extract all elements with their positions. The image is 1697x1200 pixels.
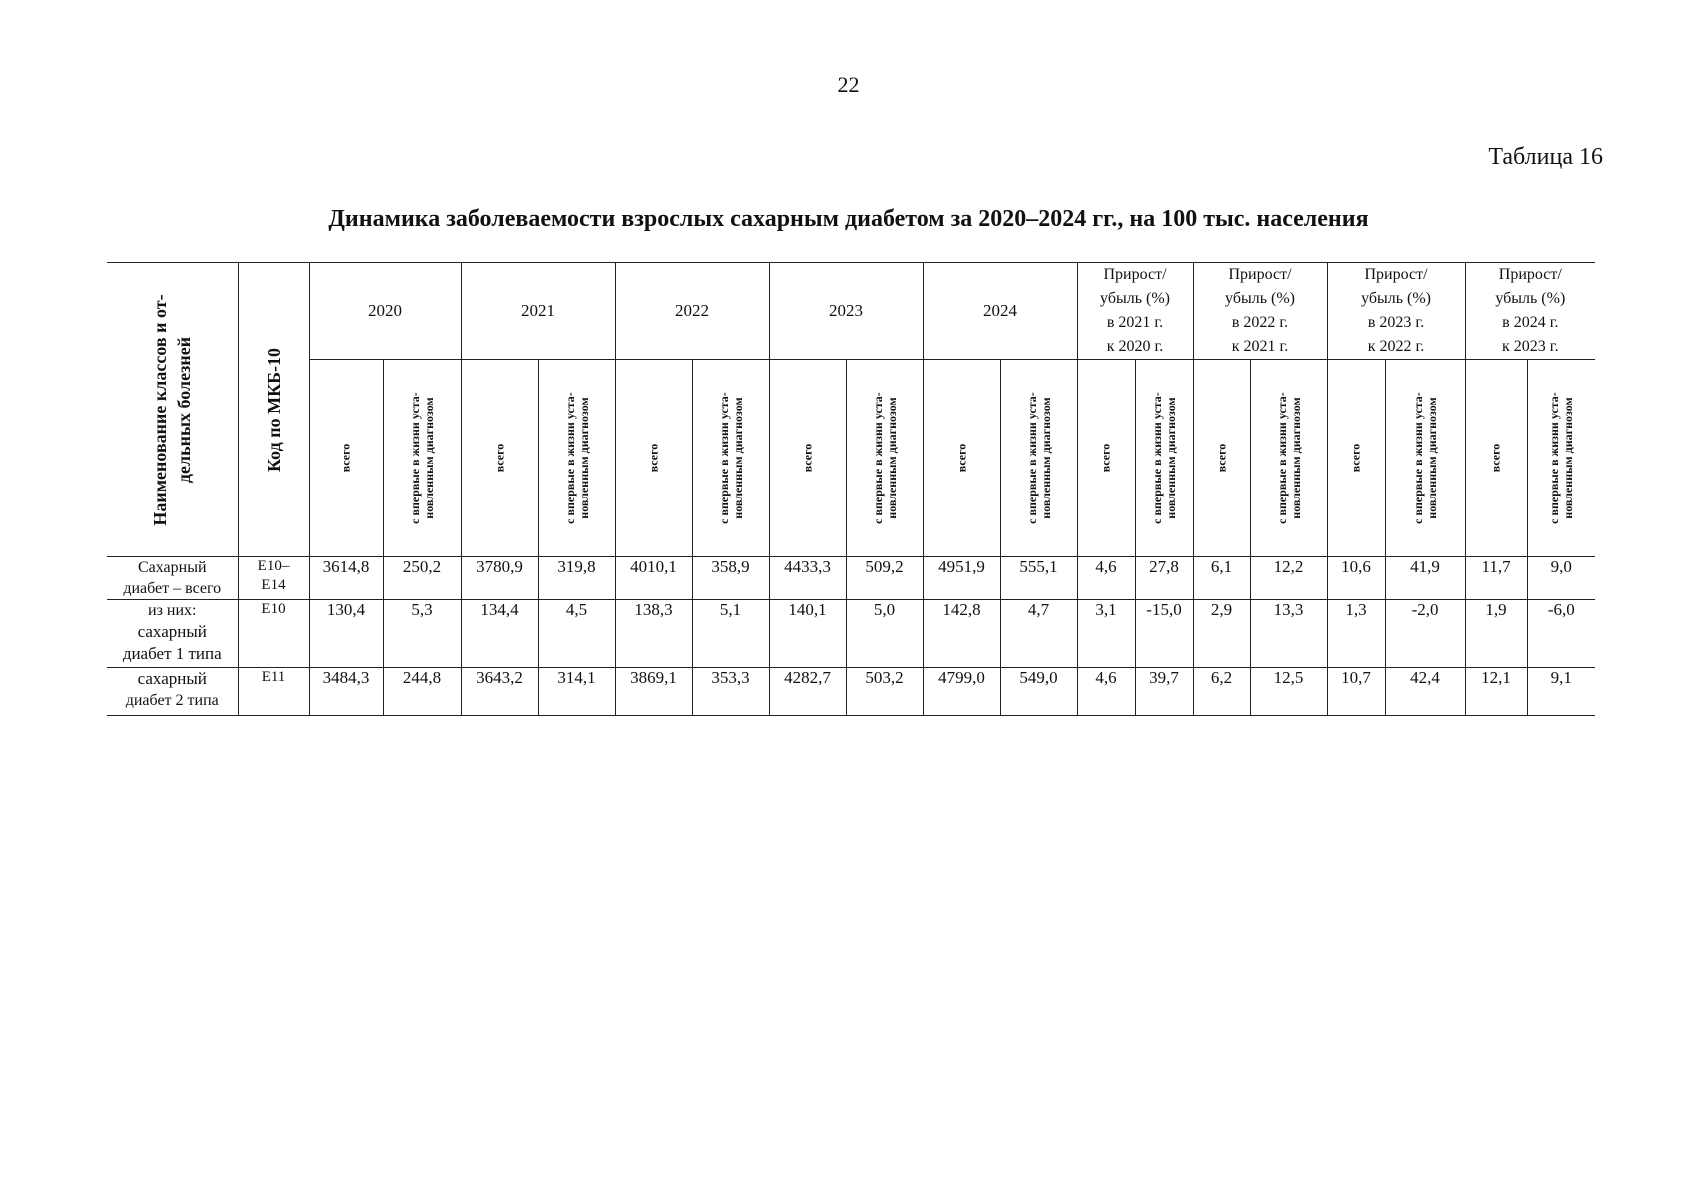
table-body [107,557,1595,716]
value-first-diagnosed-cell: 5,1 [692,600,769,668]
subheader-first-diagnosed: с впервые в жизни уста-новленным диагнозом [692,360,769,557]
value-first-diagnosed-cell: 555,1 [1000,557,1077,600]
icd-code-line: E10– [257,558,290,574]
value-total-cell: 1,3 [1327,600,1385,668]
value-total-cell: 2,9 [1193,600,1250,668]
disease-name-line: диабет 2 типа [125,692,219,709]
value-first-diagnosed-cell: 250,2 [383,557,461,600]
subheader-first-diagnosed: с впервые в жизни уста-новленным диагнозом [383,360,461,557]
year-2023-header: 2023 [769,263,923,360]
code-column-header: Код по МКБ-10 [238,263,309,557]
value-first-diagnosed-cell: 27,8 [1135,557,1193,600]
subheader-first-diagnosed: с впервые в жизни уста-новленным диагнозом [1527,360,1595,557]
growth-header: Прирост/ убыль (%) в 2024 г. к 2023 г. [1465,263,1595,360]
value-first-diagnosed-cell: 5,3 [383,600,461,668]
value-total-cell: 4010,1 [615,557,692,600]
value-total-cell: 4951,9 [923,557,1000,600]
value-first-diagnosed-cell: 5,0 [846,600,923,668]
value-first-diagnosed-cell: 9,0 [1527,557,1595,600]
subheader-first-diagnosed: с впервые в жизни уста-новленным диагнозом [1250,360,1327,557]
row-diabetes-type-1 [107,600,1595,668]
value-total-cell: 134,4 [461,600,538,668]
disease-name-line: диабет – всего [123,580,222,597]
page-number: 22 [837,72,860,97]
row-diabetes-type-2 [107,668,1595,716]
subheader-total: всего [1465,360,1527,557]
disease-name-line: диабет 1 типа [122,644,222,663]
value-total-cell: 3614,8 [309,557,383,600]
subheader-first-diagnosed: с впервые в жизни уста-новленным диагнозом [1000,360,1077,557]
subheader-total: всего [615,360,692,557]
incidence-table [107,262,1595,716]
name-column-header: Наименование классов и от-дельных болезней [107,263,238,557]
year-2022-header: 2022 [615,263,769,360]
growth-header: Прирост/ убыль (%) в 2022 г. к 2021 г. [1193,263,1327,360]
value-total-cell: 140,1 [769,600,846,668]
value-first-diagnosed-cell: 509,2 [846,557,923,600]
value-first-diagnosed-cell: 4,5 [538,600,615,668]
value-total-cell: 130,4 [309,600,383,668]
table-title: Динамика заболеваемости взрослых сахарным диабетом за 2020–2024 гг., на 100 тыс. населения [328,206,1369,232]
disease-name-cell [107,600,238,668]
value-first-diagnosed-cell: 503,2 [846,668,923,716]
value-first-diagnosed-cell: 12,5 [1250,668,1327,716]
row-diabetes-total [107,557,1595,600]
value-first-diagnosed-cell: 41,9 [1385,557,1465,600]
value-total-cell: 4282,7 [769,668,846,716]
value-total-cell: 3484,3 [309,668,383,716]
value-first-diagnosed-cell: 314,1 [538,668,615,716]
subheader-first-diagnosed: с впервые в жизни уста-новленным диагнозом [846,360,923,557]
year-2024-header: 2024 [923,263,1077,360]
value-total-cell: 3780,9 [461,557,538,600]
value-total-cell: 6,1 [1193,557,1250,600]
value-total-cell: 3643,2 [461,668,538,716]
value-total-cell: 3869,1 [615,668,692,716]
subheader-total: всего [1327,360,1385,557]
value-first-diagnosed-cell: 4,7 [1000,600,1077,668]
value-first-diagnosed-cell: 42,4 [1385,668,1465,716]
value-first-diagnosed-cell: 12,2 [1250,557,1327,600]
subheader-total: всего [309,360,383,557]
disease-name-line: сахарный [137,622,207,641]
value-total-cell: 138,3 [615,600,692,668]
value-total-cell: 142,8 [923,600,1000,668]
value-total-cell: 4,6 [1077,557,1135,600]
disease-name-cell [107,557,238,600]
value-total-cell: 12,1 [1465,668,1527,716]
value-first-diagnosed-cell: 549,0 [1000,668,1077,716]
disease-name-line: Сахарный [137,559,207,576]
value-first-diagnosed-cell: 39,7 [1135,668,1193,716]
subheader-total: всего [1193,360,1250,557]
subheader-total: всего [923,360,1000,557]
value-total-cell: 10,6 [1327,557,1385,600]
value-total-cell: 11,7 [1465,557,1527,600]
subheader-first-diagnosed: с впервые в жизни уста-новленным диагнозом [538,360,615,557]
growth-header: Прирост/ убыль (%) в 2021 г. к 2020 г. [1077,263,1193,360]
value-total-cell: 3,1 [1077,600,1135,668]
value-total-cell: 4433,3 [769,557,846,600]
year-2020-header: 2020 [309,263,461,360]
icd-code-line: E14 [261,577,286,593]
value-first-diagnosed-cell: -15,0 [1135,600,1193,668]
disease-name-line: сахарный [137,669,207,688]
value-first-diagnosed-cell: -2,0 [1385,600,1465,668]
icd-code-cell [238,557,309,600]
subheader-first-diagnosed: с впервые в жизни уста-новленным диагнозом [1135,360,1193,557]
icd-code-line: E11 [261,669,286,685]
subheader-total: всего [769,360,846,557]
value-first-diagnosed-cell: 353,3 [692,668,769,716]
value-first-diagnosed-cell: 319,8 [538,557,615,600]
value-first-diagnosed-cell: 358,9 [692,557,769,600]
subheader-total: всего [461,360,538,557]
table-label: Таблица 16 [1488,144,1603,170]
value-total-cell: 6,2 [1193,668,1250,716]
disease-name-cell [107,668,238,716]
icd-code-line: E10 [261,601,286,617]
value-total-cell: 4799,0 [923,668,1000,716]
icd-code-cell [238,668,309,716]
value-total-cell: 4,6 [1077,668,1135,716]
value-total-cell: 1,9 [1465,600,1527,668]
subheader-first-diagnosed: с впервые в жизни уста-новленным диагнозом [1385,360,1465,557]
year-2021-header: 2021 [461,263,615,360]
subheader-total: всего [1077,360,1135,557]
disease-name-line: из них: [148,602,197,619]
value-first-diagnosed-cell: 13,3 [1250,600,1327,668]
growth-header: Прирост/ убыль (%) в 2023 г. к 2022 г. [1327,263,1465,360]
value-first-diagnosed-cell: 244,8 [383,668,461,716]
value-total-cell: 10,7 [1327,668,1385,716]
icd-code-cell [238,600,309,668]
value-first-diagnosed-cell: -6,0 [1527,600,1595,668]
value-first-diagnosed-cell: 9,1 [1527,668,1595,716]
